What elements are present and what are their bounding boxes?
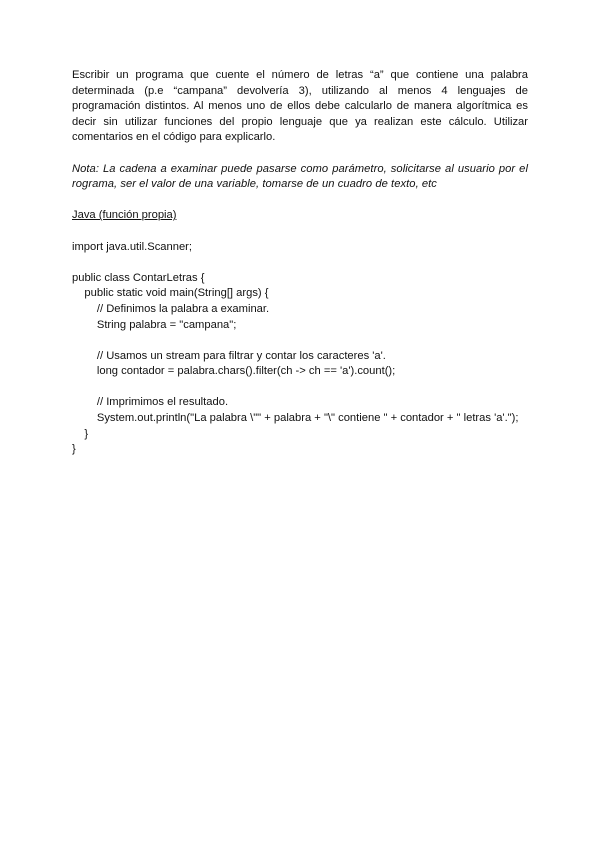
section-heading: Java (función propia) xyxy=(72,209,177,222)
code-block xyxy=(72,240,528,458)
code-line: public static void main(String[] args) { xyxy=(72,287,269,300)
code-line: // Usamos un stream para filtrar y contar los caracteres 'a'. xyxy=(72,349,386,362)
code-line xyxy=(72,380,528,396)
code-line: import java.util.Scanner; xyxy=(72,240,193,253)
code-line xyxy=(72,333,528,349)
code-line: } xyxy=(72,443,76,456)
code-line: // Definimos la palabra a examinar. xyxy=(72,302,270,315)
code-line: public class ContarLetras { xyxy=(72,271,205,284)
code-line: System.out.println("La palabra \"" + palabra + "\" contiene " + contador + " letras 'a'."); xyxy=(72,412,519,425)
document-page xyxy=(72,68,528,458)
code-line: String palabra = "campana"; xyxy=(72,318,237,331)
code-line: } xyxy=(72,427,89,440)
code-line: long contador = palabra.chars().filter(ch -> ch == 'a').count(); xyxy=(72,365,396,378)
code-line xyxy=(72,255,528,271)
assignment-text: Escribir un programa que cuente el número de letras “a” que contiene una palabra determinada (p.e “campana” devolvería 3), utilizando al menos 4 lenguajes de programación distintos. Al menos uno de ellos debe calcularlo de manera algorítmica es decir sin utilizar funciones del propio lenguaje que ya realizan este cálculo. Utilizar comentarios en el código para explicarlo. xyxy=(72,69,528,144)
code-line: // Imprimimos el resultado. xyxy=(72,396,229,409)
note-text: Nota: La cadena a examinar puede pasarse como parámetro, solicitarse al usuario por el rograma, ser el valor de una variable, tomarse de un cuadro de texto, etc xyxy=(72,162,528,191)
